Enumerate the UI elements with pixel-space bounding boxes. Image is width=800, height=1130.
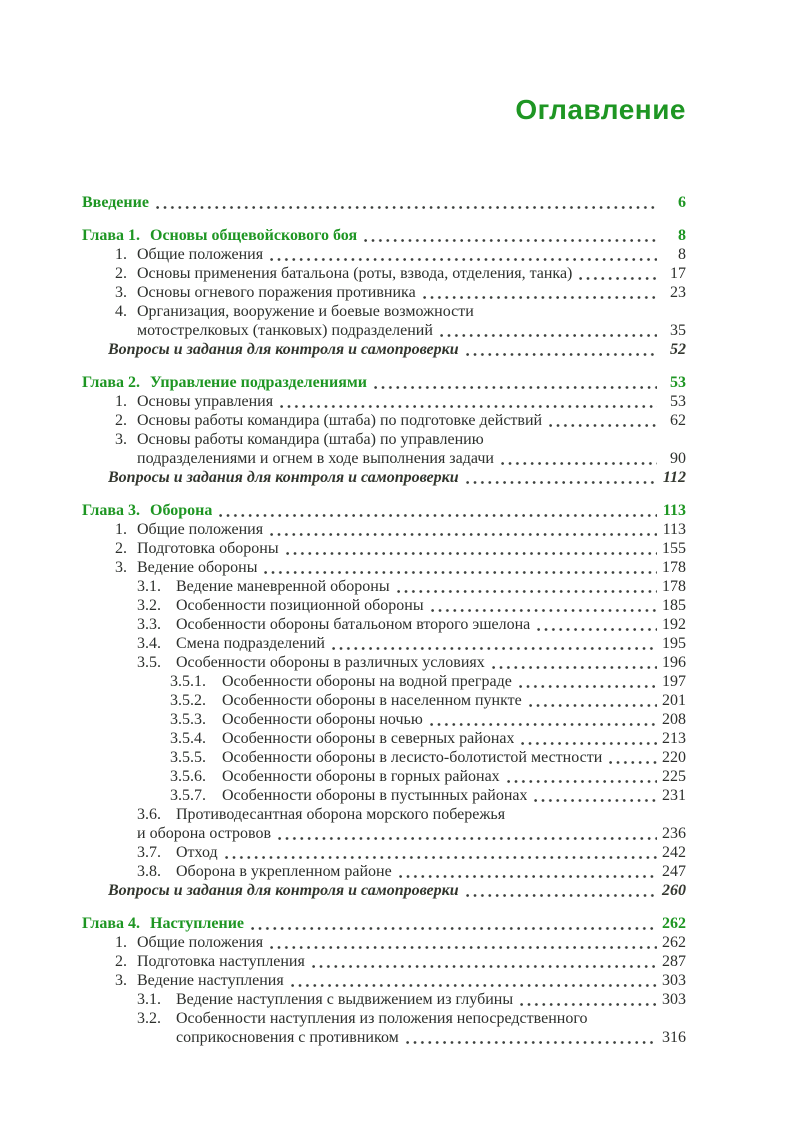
- dot-leader: [430, 722, 657, 727]
- dot-leader: [312, 964, 657, 969]
- entry-label: Ведение наступления с выдвижением из глубины: [176, 991, 514, 1008]
- entry-label: Основы управления: [137, 393, 274, 410]
- toc-entry: [82, 748, 686, 767]
- entry-label: Наступление: [150, 915, 245, 932]
- entry-number: 3.5.7.: [170, 787, 206, 804]
- entry-page: 192: [662, 616, 686, 633]
- entry-number: 1.: [115, 393, 127, 410]
- toc-entry: [82, 805, 686, 824]
- dot-leader: [278, 836, 657, 841]
- entry-number: 3.5.6.: [170, 768, 206, 785]
- entry-label: Общие положения: [137, 246, 264, 263]
- entry-label: Особенности обороны в горных районах: [222, 768, 500, 785]
- entry-label: Основы огневого поражения противника: [137, 284, 416, 301]
- entry-label: Особенности обороны в пустынных районах: [222, 787, 528, 804]
- entry-number: 3.4.: [137, 635, 161, 652]
- entry-number: 1.: [115, 246, 127, 263]
- entry-page: 260: [662, 882, 686, 899]
- entry-label: Особенности обороны в лесисто-болотистой местности: [222, 749, 603, 766]
- dot-leader: [264, 570, 657, 575]
- toc-entry: [82, 615, 686, 634]
- entry-page: 178: [662, 559, 686, 576]
- dot-leader: [520, 1002, 657, 1007]
- entry-label: Оборона в укрепленном районе: [176, 863, 392, 880]
- entry-label: Основы работы командира (штаба) по подготовке действий: [137, 412, 543, 429]
- dot-leader: [507, 779, 657, 784]
- toc-entry: [82, 226, 686, 245]
- entry-page: 178: [662, 578, 686, 595]
- toc-entry: [82, 558, 686, 577]
- entry-label: Подготовка обороны: [137, 540, 279, 557]
- entry-page: 90: [670, 450, 686, 467]
- entry-number: Глава 1.: [82, 227, 140, 244]
- entry-page: 242: [662, 844, 686, 861]
- entry-label: Ведение обороны: [137, 559, 258, 576]
- dot-leader: [406, 1040, 657, 1045]
- entry-page: 201: [662, 692, 686, 709]
- entry-number: 3.5.: [137, 654, 161, 671]
- toc-entry: [82, 971, 686, 990]
- entry-page: 220: [662, 749, 686, 766]
- entry-page: 53: [670, 374, 686, 391]
- entry-page: 53: [670, 393, 686, 410]
- entry-page: 196: [662, 654, 686, 671]
- toc-entry-continuation: [82, 449, 686, 468]
- toc-entry: [82, 786, 686, 805]
- toc-entry: [82, 862, 686, 881]
- entry-page: 35: [670, 322, 686, 339]
- entry-number: 3.5.5.: [170, 749, 206, 766]
- entry-page: 113: [662, 521, 686, 538]
- dot-leader: [466, 893, 657, 898]
- page-title: Оглавление: [515, 94, 686, 125]
- toc-entry: [82, 373, 686, 392]
- entry-label: Оборона: [150, 502, 213, 519]
- entry-page: 303: [662, 991, 686, 1008]
- toc-entry: [82, 340, 686, 359]
- dot-leader: [431, 608, 657, 613]
- entry-label: Особенности обороны в различных условиях: [176, 654, 485, 671]
- entry-number: 3.2.: [137, 597, 161, 614]
- entry-label: Особенности обороны батальоном второго эшелона: [176, 616, 531, 633]
- entry-number: Глава 3.: [82, 502, 140, 519]
- entry-page: 17: [670, 265, 686, 282]
- entry-label: Отход: [176, 844, 218, 861]
- entry-page: 155: [662, 540, 686, 557]
- entry-number: 3.1.: [137, 991, 161, 1008]
- entry-page: 208: [662, 711, 686, 728]
- entry-label: соприкосновения с противником: [176, 1029, 399, 1046]
- toc-entry: [82, 392, 686, 411]
- toc-entry: [82, 411, 686, 430]
- entry-page: 225: [662, 768, 686, 785]
- entry-label: Управление подразделениями: [150, 374, 367, 391]
- toc-entry: [82, 596, 686, 615]
- entry-label: Особенности позиционной обороны: [176, 597, 424, 614]
- dot-leader: [466, 352, 657, 357]
- entry-number: 3.7.: [137, 844, 161, 861]
- entry-label: Ведение наступления: [137, 972, 284, 989]
- entry-page: 23: [670, 284, 686, 301]
- toc-entry: [82, 914, 686, 933]
- entry-number: 2.: [115, 540, 127, 557]
- entry-page: 62: [670, 412, 686, 429]
- entry-label: Основы применения батальона (роты, взвода, отделения, танка): [137, 265, 573, 282]
- toc-entry: [82, 653, 686, 672]
- entry-number: 3.5.2.: [170, 692, 206, 709]
- dot-leader: [440, 333, 657, 338]
- entry-number: 3.: [115, 284, 127, 301]
- entry-page: 316: [662, 1029, 686, 1046]
- entry-page: 287: [662, 953, 686, 970]
- toc-entry: [82, 729, 686, 748]
- entry-number: 3.6.: [137, 806, 161, 823]
- toc-entry-continuation: [82, 321, 686, 340]
- dot-leader: [270, 532, 657, 537]
- dot-leader: [251, 926, 657, 931]
- dot-leader: [549, 423, 657, 428]
- dot-leader: [397, 589, 657, 594]
- entry-number: 3.: [115, 559, 127, 576]
- toc-entry: [82, 881, 686, 900]
- dot-leader: [332, 646, 657, 651]
- toc-entry: [82, 672, 686, 691]
- entry-label: Вопросы и задания для контроля и самопроверки: [108, 469, 459, 486]
- entry-label: Особенности обороны на водной преграде: [222, 673, 512, 690]
- entry-number: 1.: [115, 521, 127, 538]
- entry-page: 303: [662, 972, 686, 989]
- dot-leader: [399, 874, 657, 879]
- entry-page: 185: [662, 597, 686, 614]
- toc-entry: [82, 1009, 686, 1028]
- entry-number: 2.: [115, 953, 127, 970]
- entry-number: 3.3.: [137, 616, 161, 633]
- toc-entry: [82, 468, 686, 487]
- entry-page: 195: [662, 635, 686, 652]
- entry-number: Глава 2.: [82, 374, 140, 391]
- dot-leader: [270, 257, 657, 262]
- dot-leader: [219, 513, 657, 518]
- entry-label: Общие положения: [137, 521, 264, 538]
- toc-entry: [82, 843, 686, 862]
- dot-leader: [579, 276, 657, 281]
- toc-entry: [82, 501, 686, 520]
- dot-leader: [466, 480, 657, 485]
- entry-page: 247: [662, 863, 686, 880]
- entry-page: 112: [662, 469, 686, 486]
- toc-entry: [82, 430, 686, 449]
- toc-entry: [82, 952, 686, 971]
- dot-leader: [156, 205, 657, 210]
- dot-leader: [374, 385, 657, 390]
- entry-label: Особенности обороны в населенном пункте: [222, 692, 522, 709]
- entry-number: 3.: [115, 972, 127, 989]
- toc-list: [82, 193, 686, 1047]
- dot-leader: [492, 665, 657, 670]
- toc-entry: [82, 634, 686, 653]
- dot-leader: [291, 983, 657, 988]
- toc-entry: [82, 933, 686, 952]
- dot-leader: [225, 855, 657, 860]
- dot-leader: [609, 760, 657, 765]
- entry-number: 3.1.: [137, 578, 161, 595]
- dot-leader: [537, 627, 657, 632]
- entry-label: Организация, вооружение и боевые возможности: [137, 303, 474, 320]
- entry-number: 3.: [115, 431, 127, 448]
- entry-label: Основы общевойскового боя: [150, 227, 358, 244]
- dot-leader: [270, 945, 657, 950]
- dot-leader: [534, 798, 657, 803]
- entry-label: Особенности наступления из положения непосредственного: [176, 1010, 588, 1027]
- entry-label: и оборона островов: [137, 825, 272, 842]
- toc-entry: [82, 767, 686, 786]
- toc-entry: [82, 990, 686, 1009]
- entry-page: 262: [662, 934, 686, 951]
- entry-label: Вопросы и задания для контроля и самопроверки: [108, 341, 459, 358]
- entry-number: 1.: [115, 934, 127, 951]
- entry-page: 52: [670, 341, 686, 358]
- entry-label: Ведение маневренной обороны: [176, 578, 390, 595]
- toc-entry: [82, 691, 686, 710]
- entry-label: Особенности обороны в северных районах: [222, 730, 515, 747]
- entry-page: 236: [662, 825, 686, 842]
- entry-label: Введение: [82, 194, 149, 211]
- entry-page: 113: [662, 502, 686, 519]
- entry-number: 3.5.4.: [170, 730, 206, 747]
- entry-page: 197: [662, 673, 686, 690]
- toc-entry: [82, 520, 686, 539]
- toc-entry: [82, 710, 686, 729]
- toc-entry: [82, 539, 686, 558]
- toc-entry: [82, 264, 686, 283]
- dot-leader: [280, 404, 657, 409]
- entry-number: 2.: [115, 412, 127, 429]
- entry-number: 3.8.: [137, 863, 161, 880]
- entry-label: мотострелковых (танковых) подразделений: [137, 322, 433, 339]
- dot-leader: [501, 461, 657, 466]
- entry-label: Противодесантная оборона морского побережья: [176, 806, 506, 823]
- toc-entry: [82, 193, 686, 212]
- toc-entry-continuation: [82, 824, 686, 843]
- toc-entry: [82, 302, 686, 321]
- entry-number: 2.: [115, 265, 127, 282]
- toc-entry-continuation: [82, 1028, 686, 1047]
- dot-leader: [364, 238, 657, 243]
- entry-page: 213: [662, 730, 686, 747]
- dot-leader: [521, 741, 657, 746]
- entry-label: Особенности обороны ночью: [222, 711, 423, 728]
- entry-label: подразделениями и огнем в ходе выполнения задачи: [137, 450, 494, 467]
- dot-leader: [286, 551, 657, 556]
- toc-entry: [82, 283, 686, 302]
- entry-page: 6: [678, 194, 686, 211]
- toc-entry: [82, 577, 686, 596]
- dot-leader: [423, 295, 657, 300]
- entry-number: 3.5.3.: [170, 711, 206, 728]
- entry-label: Смена подразделений: [176, 635, 325, 652]
- entry-label: Подготовка наступления: [137, 953, 305, 970]
- entry-label: Основы работы командира (штаба) по управлению: [137, 431, 484, 448]
- entry-number: Глава 4.: [82, 915, 140, 932]
- dot-leader: [519, 684, 657, 689]
- entry-page: 262: [662, 915, 686, 932]
- entry-label: Общие положения: [137, 934, 264, 951]
- entry-page: 231: [662, 787, 686, 804]
- entry-label: Вопросы и задания для контроля и самопроверки: [108, 882, 459, 899]
- entry-number: 3.2.: [137, 1010, 161, 1027]
- toc-entry: [82, 245, 686, 264]
- entry-page: 8: [678, 227, 686, 244]
- entry-number: 3.5.1.: [170, 673, 206, 690]
- entry-number: 4.: [115, 303, 127, 320]
- entry-page: 8: [678, 246, 686, 263]
- dot-leader: [529, 703, 657, 708]
